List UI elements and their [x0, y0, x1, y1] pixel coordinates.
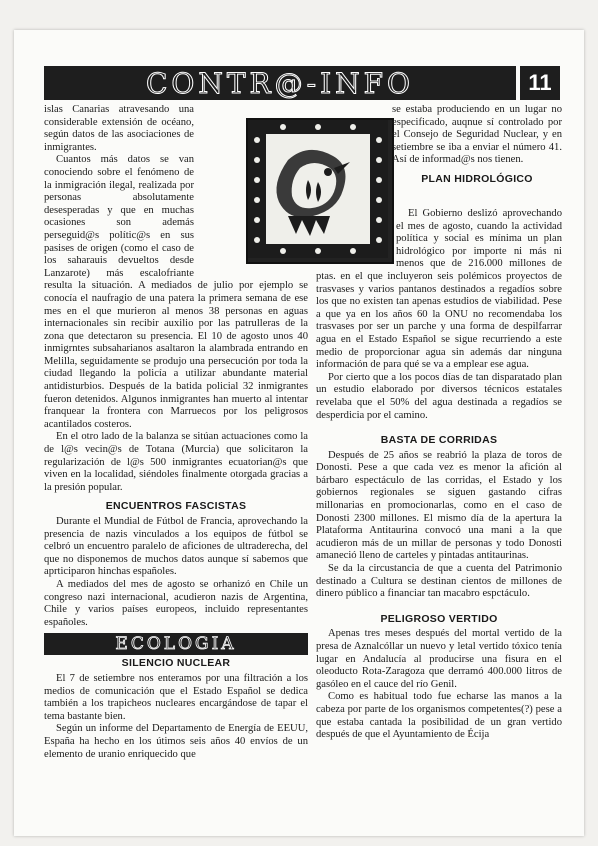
left-intro-paragraph: Cuantos más datos se van conociendo sobre el fenómeno de la inmigración ilegal, realizada por personas absolutamente desesperadas y que en muchas ocasiones son además perseguid@s polític@s en sus pasises de origen (como el caso de los saharauis devueltos desde Lanzarote) más escalofriante resulta la situación. A mediados de julio por ejemplo se conocía el naufragio de una patera la primera semana de ese mes en el que murieron al menos 38 personas en aguas internacionales sin recibir auxilio por las patrulleras de la zona que detectaron su presencia. El 10 de agosto unos 40 inmigrntes subsaharianos asaltaron la alambrada entrando en Melilla, seguidamente se produjo una persecución por toda la ciudad llegando la policía a utilizar abundante material antidisturbios. Después de la batida policial 32 inmigrantes fueron detenidos. Algunos inmigrantes han muerto al intentar franquear la frontera con Marruecos por los peligrosos acantilados costeros.: [44, 154, 308, 430]
silencio-paragraph: El 7 de setiembre nos enteramos por una filtración a los medios de comunicación que el Estado Español se dedica también a los trapicheos nucleares encargándose de tapar el tema bastante bien.: [44, 672, 308, 722]
fascistas-paragraph: A mediados del mes de agosto se orhanizó en Chile un congreso nazi internacional, acudieron nazis de Argentina, Chile y varios países europeos, incluido representantes españoles.: [44, 578, 308, 628]
right-column: [316, 208, 562, 742]
section-heading-vertido: PELIGROSO VERTIDO: [380, 612, 498, 625]
fascistas-paragraph: Durante el Mundial de Fútbol de Francia, aprovechando la presencia de nazis vinculados a los equipos de fútbol se celbró un encuentro paralelo de aficiones de ultraderecha, del que no disponemos de muchos datos aunque sí sabemos que aprticiparon hinchas españoles.: [44, 516, 308, 578]
left-intro-paragraph: En el otro lado de la balanza se sitúan actuaciones como la de l@s vecin@s de Totana (Murcia) que solicitaron la regularización de l@s 500 inmigrantes ecuatorian@s que viven en la localidad, siéndoles finalmente otorgada gracias a la presión popular.: [44, 431, 308, 493]
masthead-bar: [44, 66, 516, 100]
illustration-wrap-space: [198, 116, 308, 274]
plan-paragraph: El Gobierno deslizó aprovechando el mes de agosto, cuando la actividad política y social es mínima un plan hidrológico por importe ni más ni menos que de 216.000 millones de ptas. en el que incluyeron seis polémicos proyectos de trasvases y varios pantanos destinados a regadíos sobre los que no existen tan apenas estudios de viabilidad. Pese a que ya en los años 60 la ONU no recomendaba los trasvases por ser un parche y una forma de despilfarrar agua en el Estado Español se sigue recurriendo a este medio de proporcionar agua sin además dar ninguna información de para qué se va a emplear ese agua.: [316, 208, 562, 371]
vertido-paragraph: Apenas tres meses después del mortal vertido de la presa de Aznalcóllar un nuevo y letal vertido tóxico tenía lugar en Andalucía al producirse una fisura en el oleoducto Rota-Zaragoza que derramó 400.000 litros de gasóleo en el cauce del río Genil.: [316, 628, 562, 690]
silencio-paragraph: Según un informe del Departamento de Energía de EEUU, España ha hecho en los útimos seis años 40 envíos de un elemento de uranio enriquecido que: [44, 723, 308, 760]
corridas-paragraph: Después de 25 años se reabrió la plaza de toros de Donosti. Pese a que cada vez es menor la afición al bárbaro espectáculo de las corridas, el Estado y los gobiernos regionales se siguen gastando cifras millonarias en promocionarlas, como en el caso de Donosti 2300 millones. El mismo día de la apertura la Plataforma Antitaurina convocó una mani a la que acudieron más de un millar de personas y todo Donosti amaneció lleno de carteles y pintadas antitaurinas.: [316, 449, 562, 562]
section-bar-ecologia: ECOLOGIA: [44, 633, 308, 655]
page-number: 11: [520, 66, 560, 100]
corridas-paragraph: Se da la circustancia de que a cuenta del Patrimonio destinado a Cultura se destinan cientos de millones de dinero público a financiar tan macabro espctáculo.: [316, 563, 562, 600]
vertido-paragraph: Como es habitual todo fue echarse las manos a la cabeza por parte de los organismos competentes(?) pese a que estaba cantada la posibilidad de un gran vertido después de que el Ayuntamiento de Écija: [316, 691, 562, 741]
masthead-title: CONTR@-INFO: [145, 66, 415, 100]
plan-paragraph: Por cierto que a los pocos días de tan disparatado plan un estudio elaborado por diversos técnicos estatales revelaba que el 50% del agua destinada a regadíos se desperdicia por el camino.: [316, 371, 562, 421]
left-column: [44, 104, 308, 761]
illustration-wrap-space-right: [316, 208, 396, 264]
left-intro-paragraph: islas Canarias atravesando una considerable extensión de océano, según datos de las asociaciones de inmigrantes.: [44, 104, 194, 153]
section-heading-silencio: SILENCIO NUCLEAR: [121, 657, 231, 670]
section-heading-plan: PLAN HIDROLÓGICO: [421, 172, 533, 185]
right-column-top: [392, 104, 562, 189]
right-intro-paragraph: se estaba produciendo en un lugar no especificado, auqnue sí controlado por el Consejo de Seguridad Nuclear, y en setiembre se iba a enviar el número 41. Así de informad@s nos tienen.: [392, 104, 562, 166]
section-heading-fascistas: ENCUENTROS FASCISTAS: [105, 500, 247, 513]
section-heading-corridas: BASTA DE CORRIDAS: [380, 434, 498, 447]
